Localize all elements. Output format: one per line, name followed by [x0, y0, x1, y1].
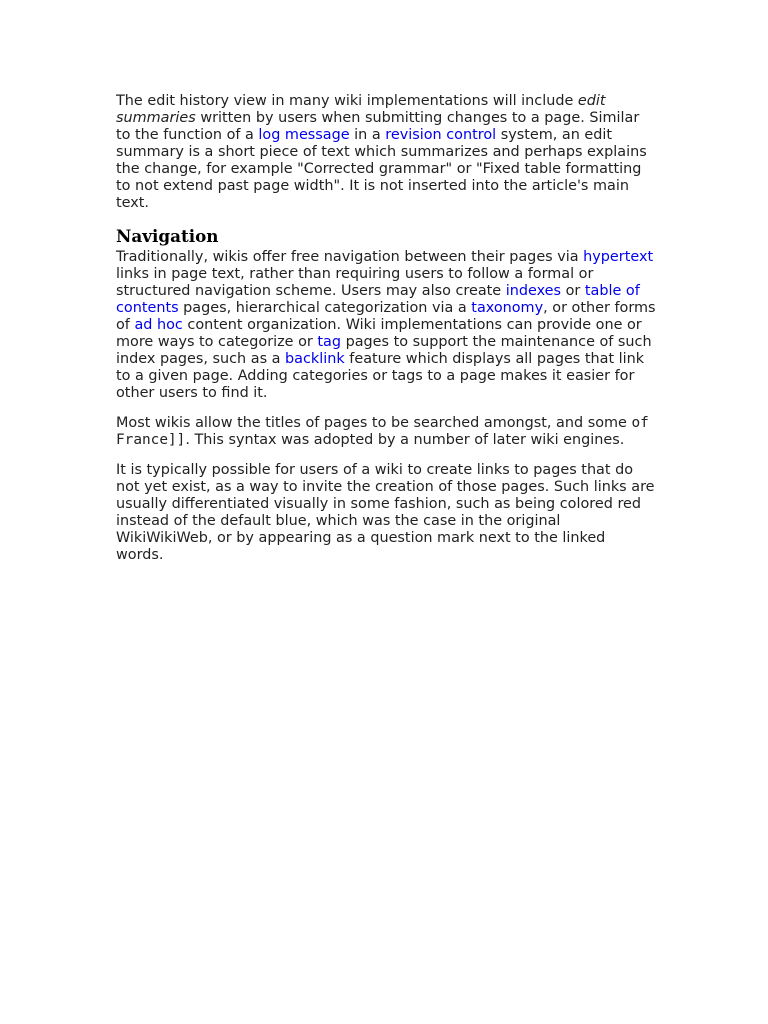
link-table-of-contents[interactable]: table of contents	[116, 283, 640, 316]
link-hypertext[interactable]: hypertext	[583, 249, 654, 265]
paragraph-edit-summaries	[116, 93, 656, 212]
link-backlink[interactable]: backlink	[285, 351, 345, 367]
link-indexes[interactable]: indexes	[505, 283, 561, 299]
section-heading-navigation: Navigation	[116, 226, 219, 246]
paragraph-nonexistent-links: It is typically possible for users of a wiki to create links to pages that do not yet exist, as a way to invite the creation of those pages. Such links are usually differentiated visually in some fashion, such as being colored red instead of the default blue, which was the case in the original WikiWikiWeb, or by appearing as a question mark next to the linked words.	[116, 462, 655, 563]
p2-text-8: feature which displays all pages that link to a given page. Adding categories or tags to a page makes it easier for other users to find it.	[116, 351, 645, 401]
p1-text-1: The edit history view in many wiki implementations will include	[116, 93, 578, 109]
p3-text-1: Most wikis allow the titles of pages to be searched amongst, and some	[116, 415, 632, 431]
p3-code-snippet: of France]]	[116, 415, 649, 448]
paragraph-navigation	[116, 249, 656, 402]
p2-text-1: Traditionally, wikis offer free navigation between their pages via	[116, 249, 584, 265]
link-taxonomy[interactable]: taxonomy	[471, 300, 544, 316]
p1-emphasis-edit-summaries: edit summaries	[116, 93, 606, 126]
paragraph-search-titles	[116, 415, 656, 449]
link-log-message[interactable]: log message	[258, 127, 350, 143]
p2-text-5: , or other forms of	[116, 300, 656, 333]
p1-text-3: in a	[349, 127, 386, 143]
link-ad-hoc[interactable]: ad hoc	[134, 317, 183, 333]
p1-text-2: written by users when submitting changes to a page. Similar to the function of a	[116, 110, 640, 143]
p2-text-6: content organization. Wiki implementations can provide one or more ways to categorize or	[116, 317, 642, 350]
link-revision-control[interactable]: revision control	[385, 127, 497, 143]
link-tag[interactable]: tag	[317, 334, 342, 350]
p2-text-7: pages to support the maintenance of such index pages, such as a	[116, 334, 652, 367]
p3-text-2: . This syntax was adopted by a number of later wiki engines.	[185, 432, 625, 448]
p2-text-3: or	[561, 283, 585, 299]
p2-text-2: links in page text, rather than requiring users to follow a formal or structured navigation scheme. Users may also create	[116, 266, 594, 299]
p2-text-4: pages, hierarchical categorization via a	[178, 300, 472, 316]
article-body	[116, 93, 656, 577]
p1-text-4: system, an edit summary is a short piece of text which summarizes and perhaps explains the change, for example "Corrected grammar" or "Fixed table formatting to not extend past page width". It is not inserted into the article's main text.	[116, 127, 647, 211]
